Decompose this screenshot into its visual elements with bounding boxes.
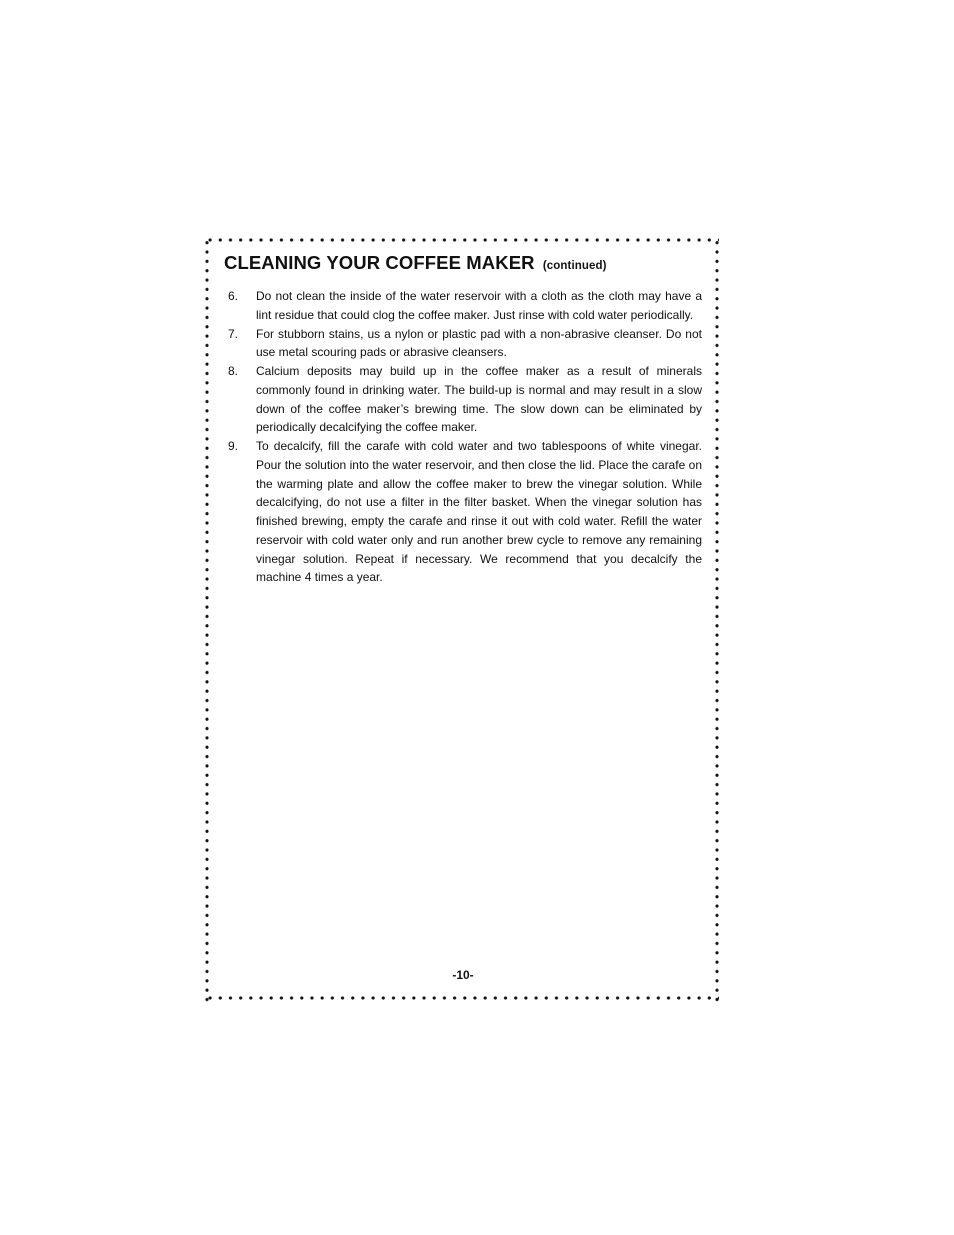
item-number: 6. <box>228 289 239 303</box>
section-title <box>224 252 607 274</box>
item-text: For stubborn stains, us a nylon or plastic pad with a non-abrasive cleanser. Do not use metal scouring pads or abrasive cleansers. <box>256 326 702 360</box>
list-item <box>224 325 702 363</box>
list-item <box>224 437 702 587</box>
border-bottom <box>205 996 719 1000</box>
section-title-text: CLEANING YOUR COFFEE MAKER <box>224 252 535 273</box>
border-top <box>205 238 719 242</box>
item-number: 9. <box>228 439 239 453</box>
page-number: -10- <box>452 968 474 982</box>
list-item <box>224 287 702 325</box>
list-item <box>224 362 702 437</box>
item-text: Calcium deposits may build up in the coffee maker as a result of minerals commonly found in drinking water. The build-up is normal and may result in a slow down of the coffee maker’s brewing time. The slow down can be eliminated by periodically decalcifying the coffee maker. <box>256 364 702 435</box>
border-left <box>205 238 209 1002</box>
section-subtitle: (continued) <box>542 260 607 272</box>
item-text: To decalcify, fill the carafe with cold water and two tablespoons of white vinegar. Pour the solution into the water reservoir, and then close the lid. Place the carafe on the warming plate and allow the coffee maker to brew the vinegar solution. While decalcifying, do not use a filter in the filter basket. When the vinegar solution has finished brewing, empty the carafe and rinse it out with cold water. Refill the water reservoir with cold water only and run another brew cycle to remove any remaining vinegar solution. Repeat if necessary. We recommend that you decalcify the machine 4 times a year. <box>256 439 702 585</box>
item-text: Do not clean the inside of the water reservoir with a cloth as the cloth may have a lint residue that could clog the coffee maker. Just rinse with cold water periodically. <box>256 289 702 322</box>
item-number: 7. <box>228 326 239 341</box>
instruction-list <box>224 287 702 587</box>
item-number: 8. <box>228 364 239 378</box>
border-right <box>715 238 719 1002</box>
